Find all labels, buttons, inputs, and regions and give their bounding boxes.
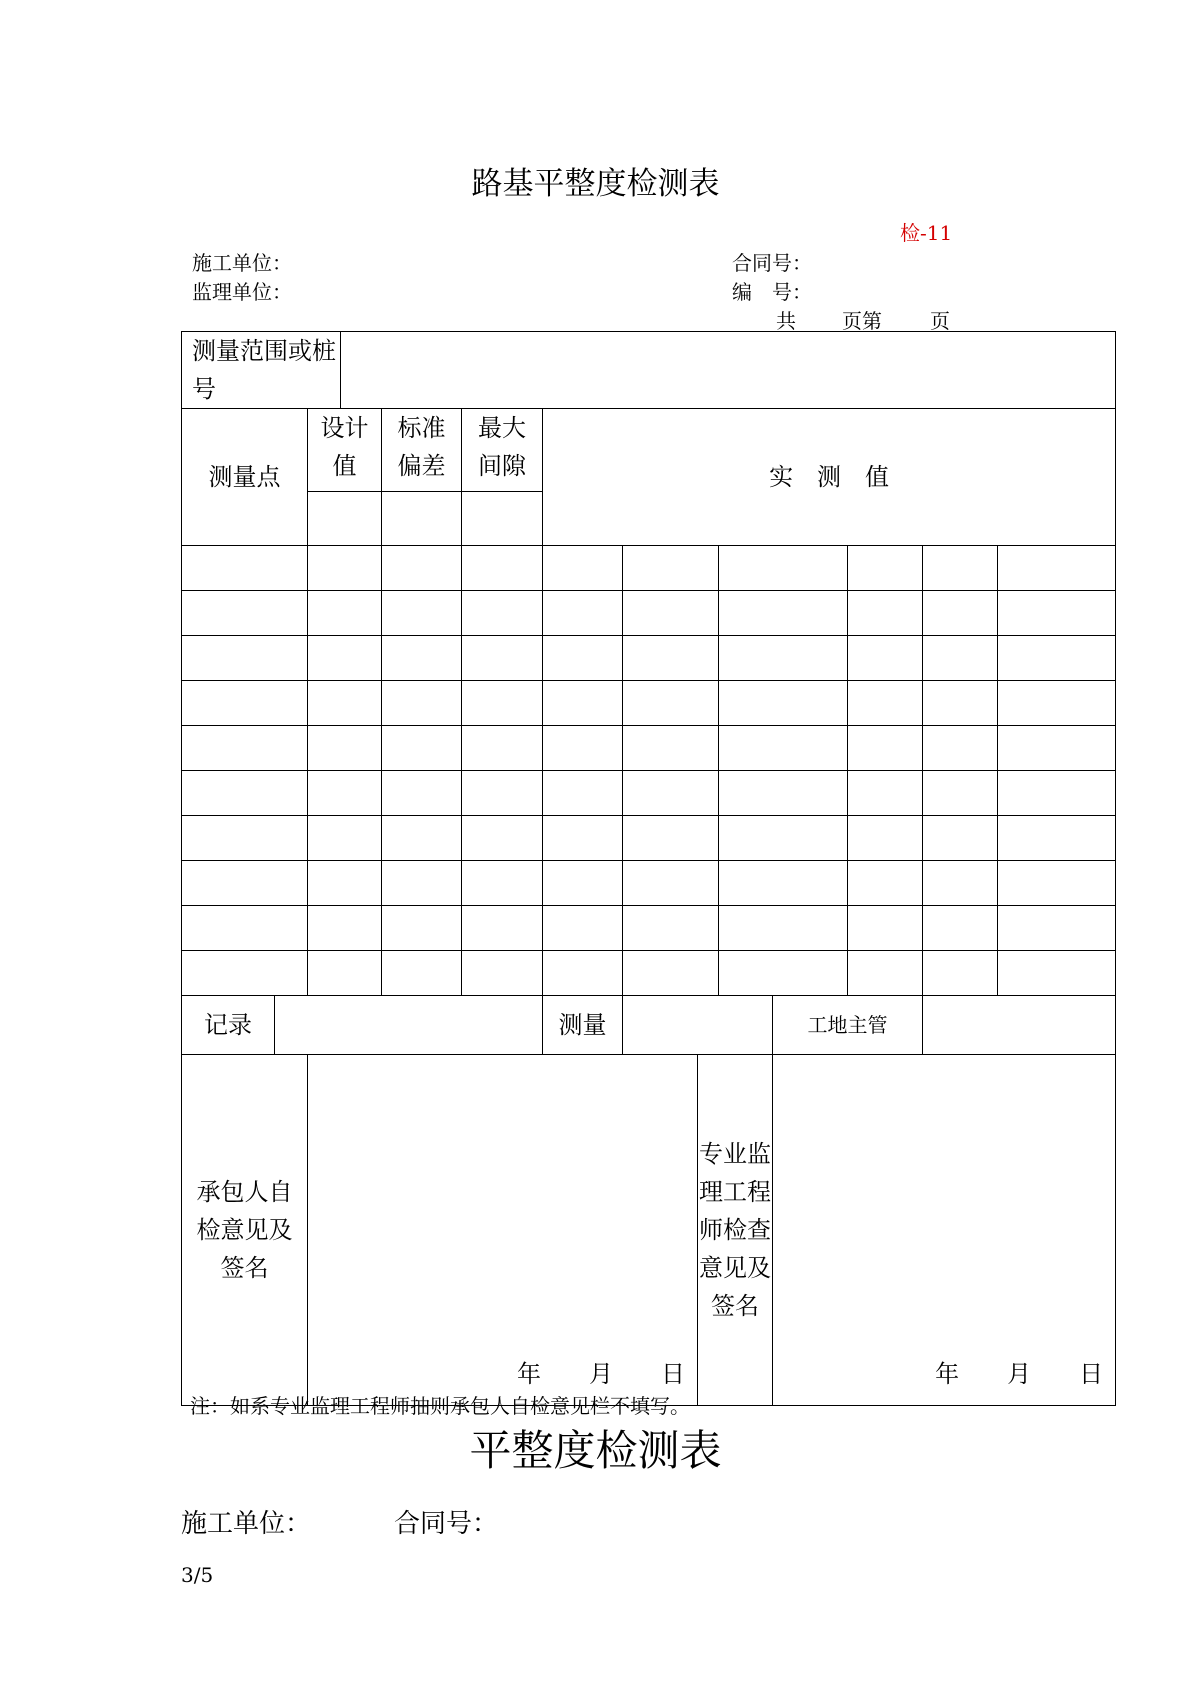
- stddev-cell[interactable]: [382, 906, 462, 951]
- measured-cell[interactable]: [923, 681, 998, 726]
- construction-unit-label: 施工单位：: [192, 251, 292, 275]
- contract-no-label: 合同号：: [732, 251, 812, 275]
- measured-cell[interactable]: [719, 591, 848, 636]
- design-cell[interactable]: [308, 636, 382, 681]
- stddev-cell[interactable]: [382, 816, 462, 861]
- measured-cell[interactable]: [543, 546, 623, 591]
- maxgap-cell[interactable]: [462, 816, 543, 861]
- measured-cell[interactable]: [623, 591, 719, 636]
- maxgap-cell[interactable]: [462, 951, 543, 996]
- maxgap-label: 最大 间隙: [462, 409, 543, 492]
- measured-cell[interactable]: [848, 861, 923, 906]
- point-cell[interactable]: [182, 636, 308, 681]
- recorder-cell[interactable]: [275, 996, 543, 1055]
- site-supervisor-cell[interactable]: [923, 996, 1116, 1055]
- measured-cell[interactable]: [719, 546, 848, 591]
- measured-cell[interactable]: [923, 636, 998, 681]
- measured-cell[interactable]: [998, 546, 1116, 591]
- table-row: [182, 681, 1116, 726]
- measured-cell[interactable]: [848, 771, 923, 816]
- measured-cell[interactable]: [923, 591, 998, 636]
- measured-cell[interactable]: [923, 906, 998, 951]
- design-cell[interactable]: [308, 726, 382, 771]
- measured-cell[interactable]: [998, 636, 1116, 681]
- page-title: 路基平整度检测表: [471, 166, 720, 202]
- measured-cell[interactable]: [719, 816, 848, 861]
- maxgap-cell[interactable]: [462, 771, 543, 816]
- maxgap-cell[interactable]: [462, 726, 543, 771]
- maxgap-cell[interactable]: [462, 906, 543, 951]
- table-row: [182, 771, 1116, 816]
- table-row: [182, 951, 1116, 996]
- measured-cell[interactable]: [848, 546, 923, 591]
- measured-cell[interactable]: [543, 906, 623, 951]
- recorder-label: 记录: [182, 996, 275, 1055]
- page-mid-label: 页第: [842, 309, 882, 333]
- measured-cell[interactable]: [848, 726, 923, 771]
- design-cell[interactable]: [308, 816, 382, 861]
- stddev-cell[interactable]: [382, 726, 462, 771]
- measured-cell[interactable]: [623, 726, 719, 771]
- page-number: 3/5: [181, 1563, 214, 1587]
- measured-values-label: 实 测 值: [543, 409, 1116, 546]
- range-label: 测量范围或桩号: [182, 332, 341, 409]
- second-title: 平整度检测表: [469, 1426, 722, 1475]
- table-row: [182, 636, 1116, 681]
- measured-cell[interactable]: [719, 726, 848, 771]
- measured-cell[interactable]: [543, 816, 623, 861]
- measured-cell[interactable]: [848, 636, 923, 681]
- table-row: [182, 861, 1116, 906]
- table-row: [182, 546, 1116, 591]
- supervision-unit-label: 监理单位：: [192, 280, 292, 304]
- measured-cell[interactable]: [998, 861, 1116, 906]
- measured-cell[interactable]: [623, 546, 719, 591]
- measured-cell[interactable]: [998, 771, 1116, 816]
- point-cell[interactable]: [182, 726, 308, 771]
- measured-cell[interactable]: [998, 681, 1116, 726]
- stddev-cell[interactable]: [382, 861, 462, 906]
- table-row: [182, 816, 1116, 861]
- measured-cell[interactable]: [923, 726, 998, 771]
- design-cell[interactable]: [308, 951, 382, 996]
- table-row: [182, 726, 1116, 771]
- measured-cell[interactable]: [923, 861, 998, 906]
- serial-no-label: 编 号：: [732, 280, 812, 304]
- measured-cell[interactable]: [543, 771, 623, 816]
- design-value-cell[interactable]: [308, 492, 382, 546]
- measured-cell[interactable]: [923, 771, 998, 816]
- form-code: 检-11: [900, 221, 953, 245]
- measured-cell[interactable]: [543, 861, 623, 906]
- range-value-cell[interactable]: [341, 332, 1116, 409]
- point-cell[interactable]: [182, 951, 308, 996]
- measurer-label: 测量: [543, 996, 623, 1055]
- point-cell[interactable]: [182, 771, 308, 816]
- contractor-date: 年 月 日: [517, 1360, 686, 1388]
- engineer-opinion-label: 专业监 理工程 师检查 意见及 签名: [698, 1055, 773, 1406]
- stddev-cell[interactable]: [382, 681, 462, 726]
- stddev-cell[interactable]: [382, 492, 462, 546]
- design-cell[interactable]: [308, 861, 382, 906]
- contractor-opinion-cell[interactable]: [308, 1055, 698, 1406]
- contractor-opinion-label: 承包人自 检意见及 签名: [182, 1055, 308, 1406]
- design-cell[interactable]: [308, 546, 382, 591]
- point-cell[interactable]: [182, 906, 308, 951]
- footer-construction-unit: 施工单位：: [181, 1509, 312, 1539]
- measured-cell[interactable]: [623, 861, 719, 906]
- measured-cell[interactable]: [848, 906, 923, 951]
- footnote: 注：如系专业监理工程师抽则承包人自检意见栏不填写。: [190, 1394, 690, 1418]
- measured-cell[interactable]: [719, 906, 848, 951]
- measured-cell[interactable]: [998, 591, 1116, 636]
- stddev-label: 标准 偏差: [382, 409, 462, 492]
- design-cell[interactable]: [308, 771, 382, 816]
- measured-cell[interactable]: [623, 681, 719, 726]
- measurer-cell[interactable]: [623, 996, 773, 1055]
- stddev-cell[interactable]: [382, 771, 462, 816]
- measured-cell[interactable]: [848, 681, 923, 726]
- measured-cell[interactable]: [848, 591, 923, 636]
- maxgap-cell[interactable]: [462, 681, 543, 726]
- measured-cell[interactable]: [719, 636, 848, 681]
- measured-cell[interactable]: [719, 681, 848, 726]
- point-cell[interactable]: [182, 591, 308, 636]
- measured-cell[interactable]: [848, 951, 923, 996]
- measured-cell[interactable]: [998, 951, 1116, 996]
- measured-cell[interactable]: [543, 726, 623, 771]
- measured-cell[interactable]: [923, 546, 998, 591]
- maxgap-cell[interactable]: [462, 636, 543, 681]
- design-cell[interactable]: [308, 906, 382, 951]
- measured-cell[interactable]: [543, 591, 623, 636]
- page-end-label: 页: [930, 309, 950, 333]
- site-supervisor-label: 工地主管: [773, 996, 923, 1055]
- page-total-label: 共: [776, 309, 796, 333]
- measured-cell[interactable]: [998, 726, 1116, 771]
- point-cell[interactable]: [182, 861, 308, 906]
- measured-cell[interactable]: [623, 636, 719, 681]
- stddev-cell[interactable]: [382, 591, 462, 636]
- maxgap-cell[interactable]: [462, 591, 543, 636]
- measured-cell[interactable]: [543, 951, 623, 996]
- stddev-cell[interactable]: [382, 546, 462, 591]
- measured-cell[interactable]: [543, 681, 623, 726]
- inspection-table: [181, 331, 1116, 1406]
- measured-cell[interactable]: [719, 951, 848, 996]
- measured-cell[interactable]: [848, 816, 923, 861]
- point-cell[interactable]: [182, 816, 308, 861]
- point-cell[interactable]: [182, 546, 308, 591]
- measured-cell[interactable]: [623, 771, 719, 816]
- measured-cell[interactable]: [543, 636, 623, 681]
- table-row: [182, 906, 1116, 951]
- engineer-date: 年 月 日: [935, 1360, 1104, 1388]
- stddev-cell[interactable]: [382, 636, 462, 681]
- point-label: 测量点: [182, 409, 308, 546]
- table-row: [182, 591, 1116, 636]
- design-value-label: 设计 值: [308, 409, 382, 492]
- measured-cell[interactable]: [623, 906, 719, 951]
- design-cell[interactable]: [308, 681, 382, 726]
- maxgap-cell[interactable]: [462, 861, 543, 906]
- measured-cell[interactable]: [998, 816, 1116, 861]
- measured-cell[interactable]: [623, 816, 719, 861]
- maxgap-cell[interactable]: [462, 546, 543, 591]
- footer-contract-no: 合同号：: [394, 1509, 499, 1539]
- maxgap-cell[interactable]: [462, 492, 543, 546]
- measured-cell[interactable]: [623, 951, 719, 996]
- stddev-cell[interactable]: [382, 951, 462, 996]
- engineer-opinion-cell[interactable]: [773, 1055, 1116, 1406]
- point-cell[interactable]: [182, 681, 308, 726]
- measured-cell[interactable]: [719, 861, 848, 906]
- measured-cell[interactable]: [923, 816, 998, 861]
- measured-cell[interactable]: [998, 906, 1116, 951]
- measured-cell[interactable]: [923, 951, 998, 996]
- measured-cell[interactable]: [719, 771, 848, 816]
- design-cell[interactable]: [308, 591, 382, 636]
